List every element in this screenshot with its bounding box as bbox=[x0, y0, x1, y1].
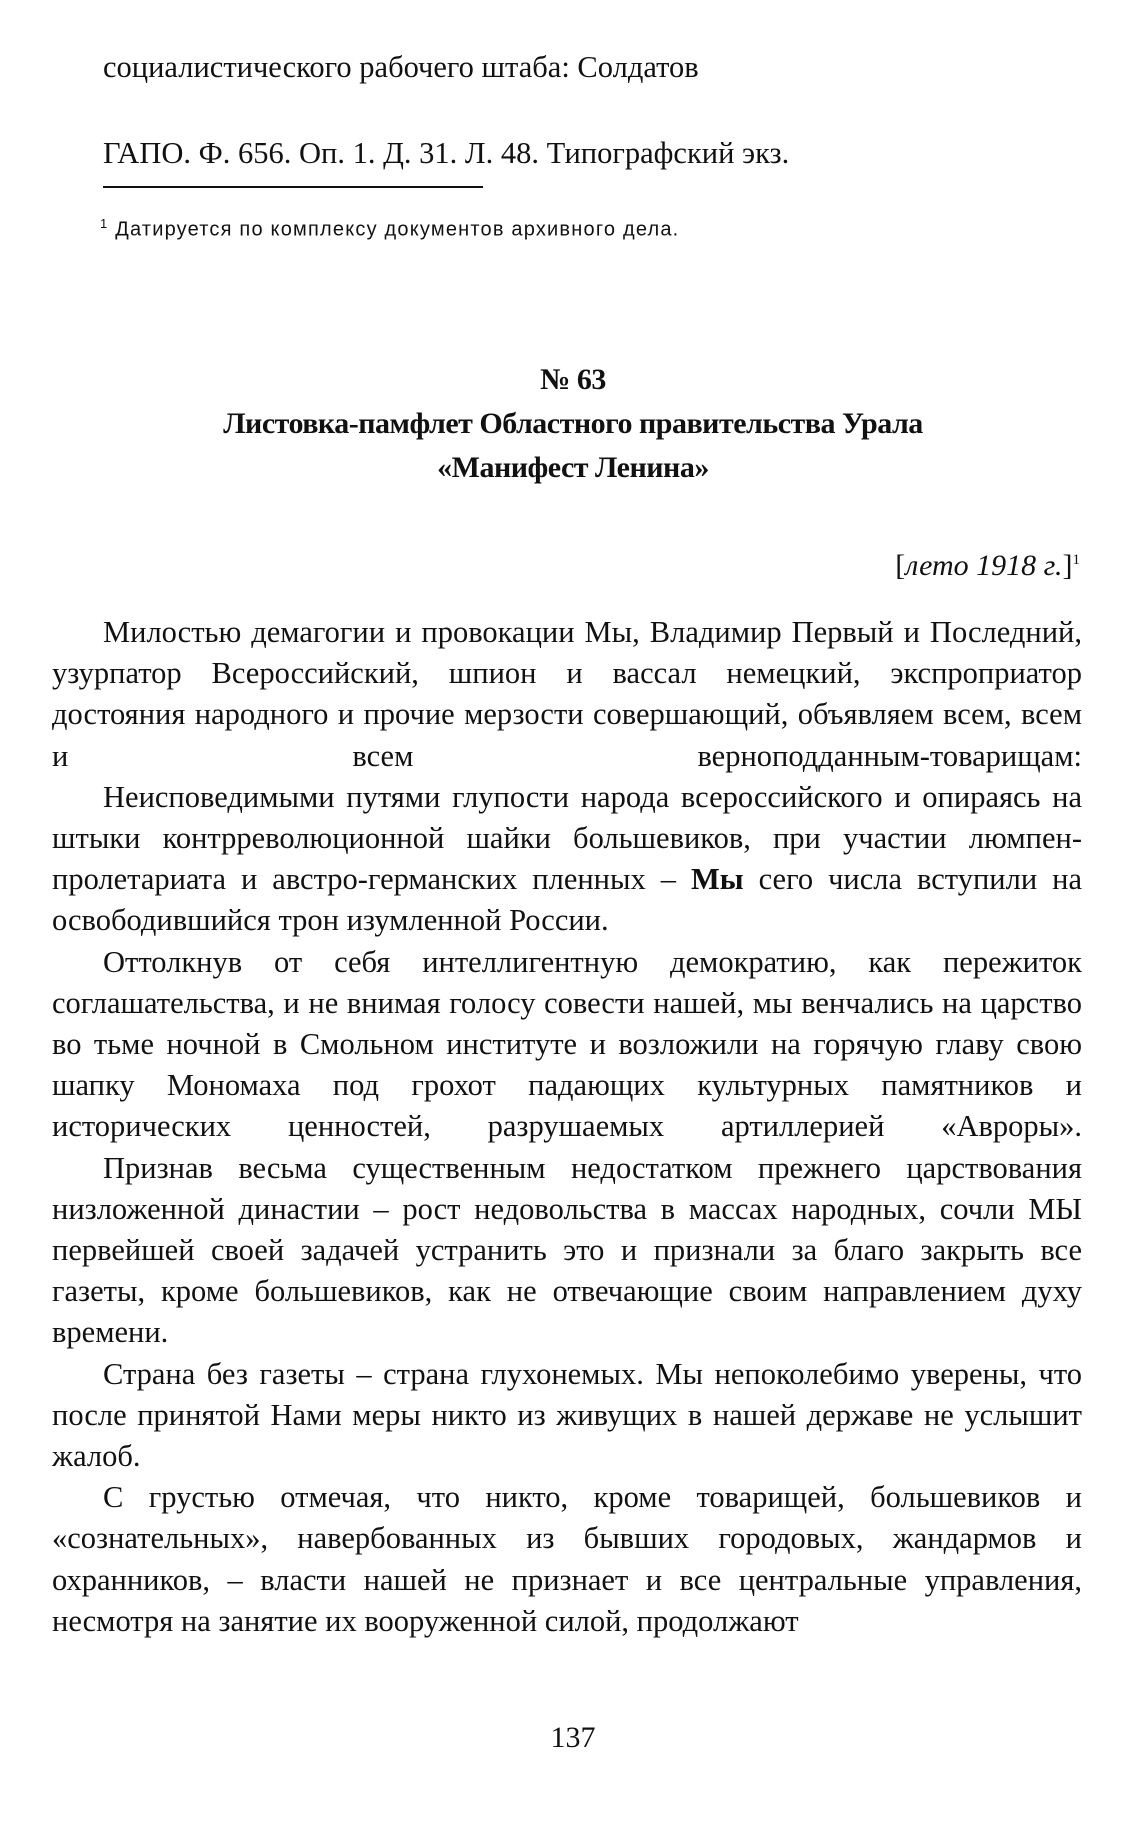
document-date bbox=[895, 540, 1080, 586]
paragraph-emphasis: Мы bbox=[691, 862, 744, 897]
archive-reference: ГАПО. Ф. 656. Оп. 1. Д. 31. Л. 48. Типографский экз. bbox=[103, 136, 790, 170]
footnote-marker: 1 bbox=[100, 216, 109, 231]
footnote-text: Датируется по комплексу документов архивного дела. bbox=[115, 218, 680, 241]
signature-line: социалистического рабочего штаба: Солдатов bbox=[103, 50, 699, 84]
page-number: 137 bbox=[550, 1721, 596, 1754]
footnote bbox=[100, 210, 679, 244]
paragraph: Милостью демагогии и провокации Мы, Владимир Первый и Последний, узурпатор Всероссийский, шпион и вассал немецкий, экспроприатор достояния народного и прочие мерзости совершающий, объявляем всем, всем и всем верноподданным-товарищам: bbox=[52, 615, 1082, 773]
paragraph: С грустью отмечая, что никто, кроме товарищей, большевиков и «сознательных», навербованных из бывших городовых, жандармов и охранников, – власти нашей не признает и все центральные управления, несмотря на занятие их вооруженной силой, продолжают bbox=[52, 1480, 1082, 1638]
date-bracket-open: [ bbox=[895, 549, 906, 582]
document-body bbox=[52, 612, 1082, 1642]
date-bracket-close: ] bbox=[1062, 549, 1073, 582]
paragraph: Страна без газеты – страна глухонемых. Мы непоколебимо уверены, что после принятой Нами меры никто из живущих в нашей державе не услышит жалоб. bbox=[52, 1356, 1082, 1474]
document-number: № 63 bbox=[540, 363, 606, 396]
paragraph-text: Неисповедимыми путями глупости народа всероссийского и опираясь на штыки контрреволюционной шайки большевиков, при участии люмпен-пролетариата и австро-германских пленных – bbox=[52, 779, 1082, 897]
date-text: лето 1918 г. bbox=[905, 549, 1063, 582]
document-subtitle: «Манифест Ленина» bbox=[437, 451, 709, 484]
document-title: Листовка-памфлет Областного правительства Урала bbox=[223, 407, 923, 440]
paragraph: Оттолкнув от себя интеллигентную демократию, как пережиток соглашательства, и не внимая голосу совести нашей, мы венчались на царство во тьме ночной в Смольном институте и возложили на горячую главу свою шапку Мономаха под грохот падающих культурных памятников и исторических ценностей, разрушаемых артиллерией «Авроры». bbox=[52, 944, 1082, 1144]
date-footnote-marker: 1 bbox=[1072, 552, 1080, 568]
paragraph-text: сего числа вступили на освободившийся трон изумленной России. bbox=[52, 862, 1083, 938]
paragraph bbox=[52, 777, 1082, 942]
footnote-divider bbox=[103, 186, 483, 188]
paragraph: Признав весьма существенным недостатком прежнего царствования низложенной династии – рост недовольства в массах народных, сочли МЫ первейшей своей задачей устранить это и признали за благо закрыть все газеты, кроме большевиков, как не отвечающие своим направлением духу времени. bbox=[52, 1150, 1082, 1350]
